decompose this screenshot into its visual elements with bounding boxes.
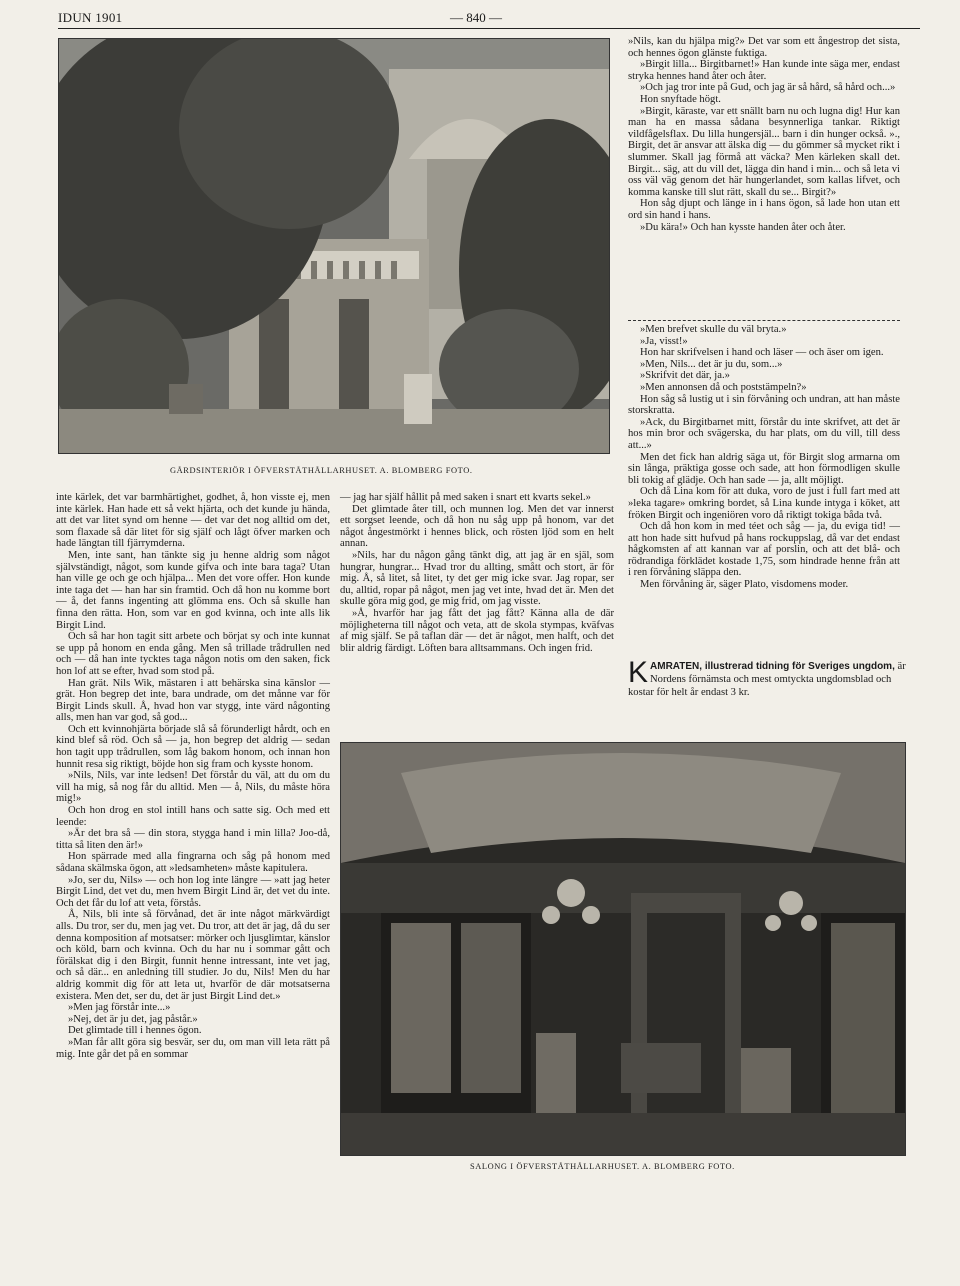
ad-dropcap: K bbox=[628, 656, 649, 689]
paragraph: — jag har själf hållit på med saken i snart ett kvarts sekel.» bbox=[340, 492, 591, 503]
paragraph: »Nils, kan du hjälpa mig?» Det var som ett ångestrop det sista, och hennes ögon glänste fuktiga. bbox=[628, 36, 900, 59]
paragraph: »Men annonsen då och poststämpeln?» bbox=[640, 381, 807, 393]
paragraph: Det glimtade åter till, och munnen log. Men det var innerst ett sorgset leende, och då hon nu såg upp på honom, var det något ångestmörkt i hennes blick, och rösten ljöd som en helt annan. bbox=[340, 503, 614, 550]
paragraph: »Birgit lilla... Birgitbarnet!» Han kunde inte säga mer, endast stryka hennes hand åter och åter. bbox=[628, 59, 900, 82]
paragraph: »Nils, Nils, var inte ledsen! Det förstår du väl, att du om du vill ha mig, så nog får du alltid. Men — å, Nils, du måste höra mig!» bbox=[56, 770, 330, 805]
column-middle bbox=[340, 492, 614, 654]
paragraph: »Ja, visst!» bbox=[640, 335, 688, 347]
paragraph: »Nej, det är ju det, jag påstår.» bbox=[68, 1013, 198, 1025]
paragraph: »Men, Nils... det är ju du, som...» bbox=[640, 358, 783, 370]
paragraph: Och ett kvinnohjärta började slå så förunderligt hårdt, och en kind blef så röd. Och så — ja, hon begrep det aldrig — sedan hon tagit upp trådrullen, som låg bakom honom, och innan hon hunnit resa sig riktigt, böjde hon sig fram och kysste honom. bbox=[56, 723, 330, 770]
paragraph: Hon såg djupt och länge in i hans ögon, så lade hon utan ett ord sin hand i hans. bbox=[628, 198, 900, 221]
paragraph: »Birgit, käraste, var ett snällt barn nu och lugna dig! Hur kan man ha en massa sådana besynnerliga tankar. Riktigt vildfågelsflax. Du lilla hungersjäl... barn i din hunger också. »., Birgit, det är ansvar att älska dig — du gömmer så mycket rikt i slummer. Skall jag förmå att väcka? Men kärleken skall det. Birgit... säg, att du vill det, lägga din hand i min... och så leta vi oss väl väg genom det här hungerlandet, som kallas lifvet, och komma kanske till slut rätt, skall du se... Birgit?» bbox=[628, 105, 900, 198]
paragraph: »Men brefvet skulle du väl bryta.» bbox=[640, 324, 787, 335]
header-rule bbox=[58, 28, 920, 29]
paragraph: Men förvåning är, säger Plato, visdomens moder. bbox=[640, 579, 849, 591]
page-header bbox=[58, 6, 920, 28]
ad-text: är Nordens förnämsta och mest omtyckta ungdomsblad och kostar för helt år endast 3 kr. bbox=[628, 661, 906, 698]
paragraph: »Å, hvarför har jag fått det jag fått? Känna alla de där möjligheterna till något och veta, att de skola stympas, kväfvas af mig själf. Se på taflan där — det är något, men halft, och det blir aldrig färdigt. Löften bara alltsammans. Och ingen frid. bbox=[340, 607, 614, 654]
paragraph: Hon har skrifvelsen i hand och läser — och äser om igen. bbox=[640, 347, 884, 359]
courtyard-photo bbox=[58, 38, 610, 454]
paragraph: »Skrifvit det där, ja.» bbox=[640, 370, 730, 382]
kamraten-advertisement bbox=[628, 656, 908, 699]
paragraph: inte kärlek, det var barmhärtighet, godhet, å, hon visste ej, men inte kärlek. Han hade ett så vekt hjärta, och det kunde ju hända, att det var litet synd om henne — det var det nog alltid om det, som flaxade så där litet för sig själf och lågt öfver marken och hade längtan till fjärrymderna. bbox=[56, 492, 330, 550]
paragraph: Och då hon kom in med téet och såg — ja, du eviga tid! — att hon hade sitt hufvud på hans rockuppslag, då var det endast hågkomsten af att kannan var af porslin, och att det blå- och rödrandiga förklädet kostade 1,75, som hindrade henne från att i ren förvåning släppa den. bbox=[628, 521, 900, 579]
courtyard-photo-caption: GÅRDSINTERIÖR I ÖFVERSTÅTHÅLLARHUSET. A. BLOMBERG FOTO. bbox=[170, 466, 473, 475]
paragraph: Å, Nils, bli inte så förvånad, det är inte något märkvärdigt alls. Du tror, ser du, men jag vet. Du tror, att det är jag, då du ser denna komposition af motsatser: mörker och ljusglimtar, känslor och köld, barn och kvinna. Och du har nu i sommar gått och förälskat dig i den Birgit, funnit henne intressant, inte vet jag, och så där... en anledning till studier. Jo du, Nils! Men du har aldrig kommit dig för att leta ut, hvarför de där motsatserna existera. Men det, ser du, det är just Birgit Lind det.» bbox=[56, 909, 330, 1002]
salon-photo-illustration bbox=[341, 743, 905, 1155]
paragraph: »Och jag tror inte på Gud, och jag är så hård, så hård och...» bbox=[640, 82, 896, 94]
ad-title: AMRATEN, illustrerad tidning för Sveriges ungdom, bbox=[650, 661, 895, 672]
paragraph: »Jo, ser du, Nils» — och hon log inte längre — »att jag heter Birgit Lind, det vet du, men hvem Birgit Lind är, det vet du inte. Och det får du lof att veta, förstås. bbox=[56, 874, 330, 909]
paragraph: »Är det bra så — din stora, stygga hand i min lilla? Joo-då, titta så liten den är!» bbox=[56, 828, 330, 851]
page-number: — 840 — bbox=[450, 10, 502, 25]
paragraph: »Nils, har du någon gång tänkt dig, att jag är en själ, som hungrar, hungrar... Hvad tror du allting, smått och stort, är för mig. Å, så litet, så litet, ty det ger mig icke svar. Jag ropar, ser du, alltid, ropar på något, men jag vet inte, hvad det är. Men det skulle göra mig god, ge mig frid, om jag visste. bbox=[340, 549, 614, 608]
column-right-middle bbox=[628, 316, 900, 591]
paragraph: Hon såg så lustig ut i sin förvåning och undran, att han måste storskratta. bbox=[628, 393, 900, 417]
paragraph: Hon spärrade med alla fingrarna och såg på honom med sådana skälmska ögon, att »ledsamheten» måste kapitulera. bbox=[56, 851, 330, 874]
paragraph: »Men jag förstår inte...» bbox=[68, 1002, 171, 1014]
column-right-top bbox=[628, 36, 900, 233]
paragraph: Hon snyftade högt. bbox=[640, 93, 721, 105]
courtyard-photo-illustration bbox=[59, 39, 609, 453]
paragraph: Och hon drog en stol intill hans och satte sig. Och med ett leende: bbox=[56, 805, 330, 828]
paragraph: Och då Lina kom för att duka, voro de just i full fart med att »leka tagare» omkring bordet, så Lina kunde intyga i köket, att fröken Birgit och ingeniören voro då riktigt tokiga båda två. bbox=[628, 486, 900, 521]
paragraph: Och så har hon tagit sitt arbete och börjat sy och inte kunnat se upp på honom en enda gång. Men så trillade trådrullen ned och — då han inte tycktes taga någon notis om den saken, fick hon lof att se efter, hvad som stod på. bbox=[56, 631, 330, 677]
salon-photo-caption: SALONG I ÖFVERSTÅTHÅLLARHUSET. A. BLOMBERG FOTO. bbox=[470, 1162, 735, 1171]
paragraph: Det glimtade till i hennes ögon. bbox=[68, 1025, 202, 1037]
paragraph: Men, inte sant, han tänkte sig ju henne aldrig som något självständigt, något, som kunde gifva och inte bara taga? Utan han ville ge och ge och hjälpa... Men det vore offer. Hon kunde inte taga det — han har sin framtid. Och då hon nu komme bort — å, det fanns ingenting att glömma ens. Och så skulle han finna den rätta. Hon, som var en god kvinna, och inte alls lik Birgit Lind. bbox=[56, 549, 330, 631]
salon-photo bbox=[340, 742, 906, 1156]
paragraph: »Ack, du Birgitbarnet mitt, förstår du inte skrifvet, att det är hos min bror och svägerska, du har plats, om du vill, till dess att...» bbox=[628, 416, 900, 451]
section-divider bbox=[628, 320, 900, 321]
paragraph: »Man får allt göra sig besvär, ser du, om man vill leta rätt på mig. Inte går det på en sommar bbox=[56, 1036, 330, 1060]
paragraph: Men det fick han aldrig säga ut, för Birgit slog armarna om sin långa, präktiga gosse och sade, att hon förmodligen skulle bli tokig af glädje. Och han sade — ja, allt möjligt. bbox=[628, 451, 900, 486]
paragraph: »Du kära!» Och han kysste handen åter och åter. bbox=[640, 221, 846, 233]
paragraph: Han grät. Nils Wik, mästaren i att behärska sina känslor — grät. Hon begrep det inte, bara undrade, om det månne var för Birgit Linds skull. Å, hvad hon var stygg, inte värd någonting alls, men han var god, så god... bbox=[56, 677, 330, 724]
masthead: IDUN 1901 bbox=[58, 10, 123, 25]
column-left bbox=[56, 492, 330, 1060]
